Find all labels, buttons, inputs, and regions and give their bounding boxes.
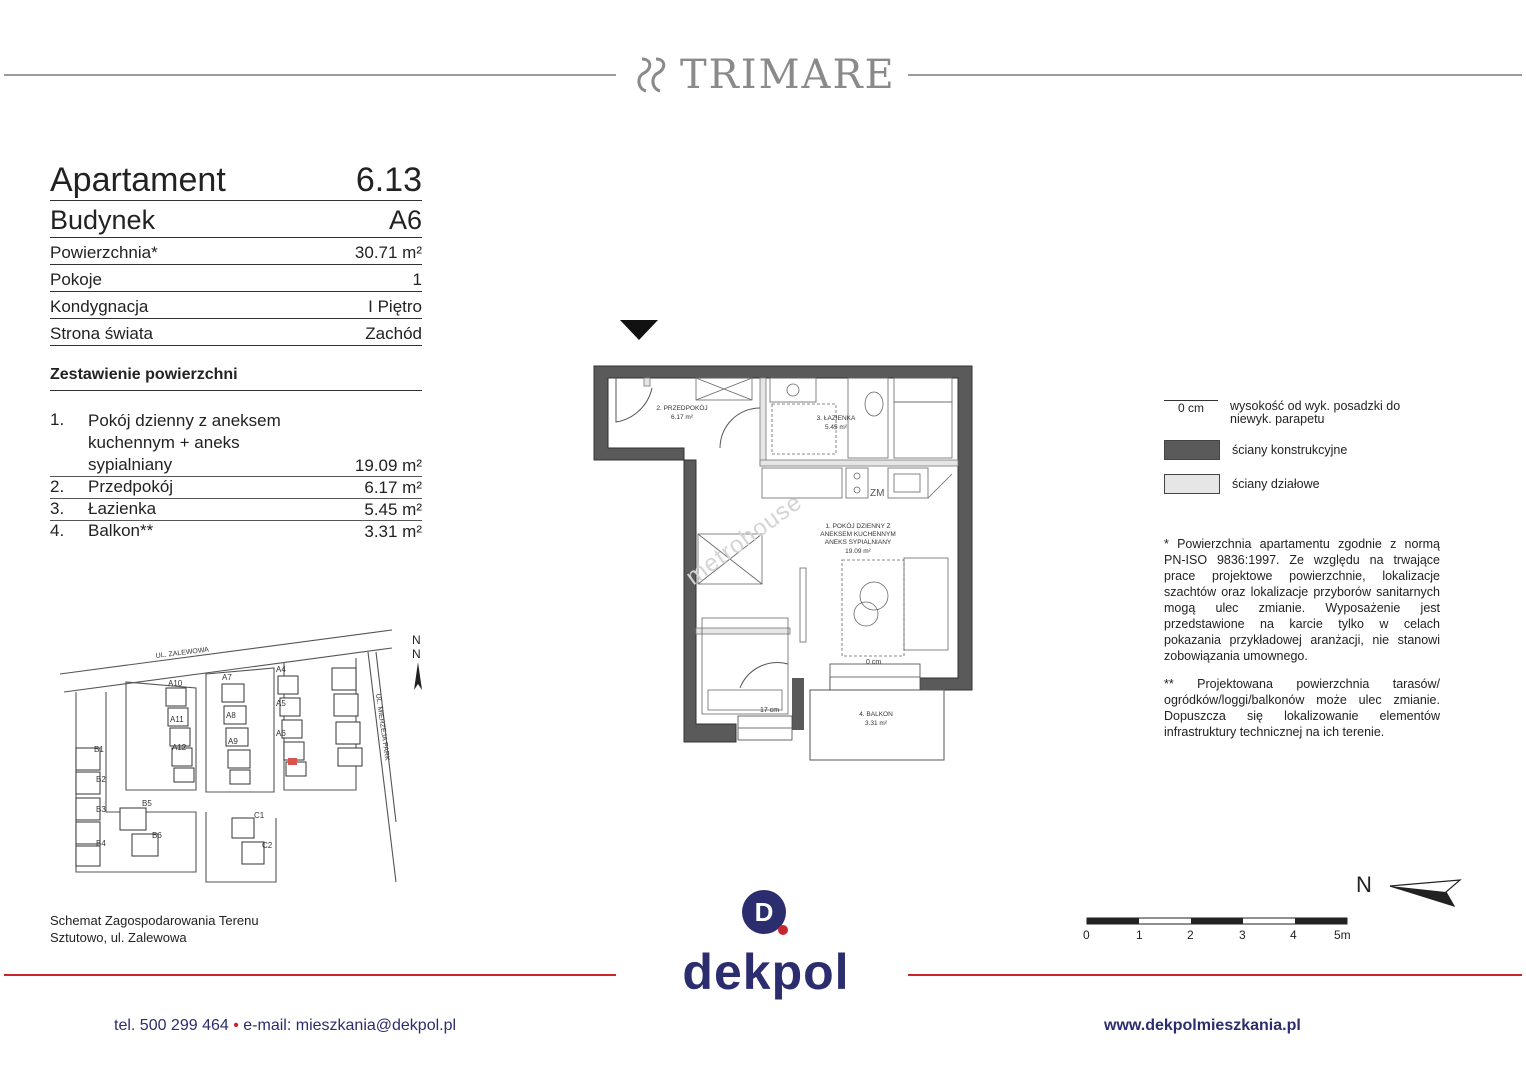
room-label: 3. ŁAZIENKA (816, 415, 856, 422)
site-plan-caption (50, 912, 259, 946)
detail-value: 1 (412, 270, 422, 289)
footer-rule-left (4, 974, 616, 976)
svg-text:B1: B1 (94, 745, 104, 754)
dekpol-mark-letter: D (754, 897, 774, 927)
detail-row (50, 292, 422, 319)
legend-row-structural (1164, 440, 1454, 460)
svg-text:B4: B4 (96, 839, 106, 848)
scale-label: 5m (1334, 928, 1351, 942)
detail-label: Powierzchnia* (50, 243, 158, 262)
room-label-line: ANEKSEM KUCHENNYM (820, 531, 896, 538)
summary-item-number: 3. (50, 499, 65, 518)
svg-text:N: N (412, 647, 421, 661)
room-label-line: 1. POKÓJ DZIENNY Z (825, 523, 891, 530)
entrance-arrow-icon (620, 320, 658, 342)
apartment-row (50, 158, 422, 201)
site-plan (56, 622, 421, 886)
room-area: 6.17 m² (670, 414, 694, 421)
header-rule-left (4, 74, 616, 76)
summary-item-area: 5.45 m² (364, 500, 422, 519)
compass-icon (1356, 872, 1462, 912)
svg-text:C2: C2 (262, 841, 273, 850)
room-label-line: ANEKS SYPIALNIANY (824, 539, 892, 546)
svg-text:A6: A6 (276, 729, 286, 738)
svg-text:A9: A9 (228, 737, 238, 746)
detail-label: Kondygnacja (50, 297, 149, 316)
footer-email[interactable]: e-mail: mieszkania@dekpol.pl (243, 1017, 457, 1034)
scale-label: 2 (1187, 928, 1194, 942)
dekpol-logo (676, 888, 856, 1000)
summary-item-name: Przedpokój (88, 477, 174, 496)
footer-contact (114, 1017, 456, 1035)
summary-list (50, 410, 422, 542)
dekpol-name: dekpol (682, 944, 850, 1000)
room-label: 4. BALKON (859, 711, 893, 718)
floor-plan (592, 364, 978, 764)
detail-value: Zachód (365, 324, 422, 343)
svg-text:A8: A8 (226, 711, 236, 720)
watermark: metrohouse (680, 488, 808, 591)
structural-wall-swatch (1164, 440, 1220, 460)
zm-label: ZM (870, 488, 885, 499)
legend-sill-sample: 0 cm (1164, 400, 1218, 415)
summary-item-number: 4. (50, 521, 65, 540)
site-caption-line: Schemat Zagospodarowania Terenu (50, 913, 259, 928)
brand-logo (636, 52, 896, 98)
svg-text:A12: A12 (172, 743, 187, 752)
summary-item-area: 19.09 m² (354, 456, 422, 475)
compass-letter: N (1356, 872, 1372, 897)
svg-text:A10: A10 (168, 679, 183, 688)
note-balcony: ** Projektowana powierzchnia tarasów/ ogródków/loggi/balkonów może ulec zmianie. Dopuszcza się lokalizowanie elementów infrastruktury technicznej na ich terenie. (1164, 677, 1440, 739)
summary-item (50, 521, 422, 542)
footer-rule-right (908, 974, 1522, 976)
footer-website-link[interactable]: www.dekpolmieszkania.pl (1104, 1017, 1301, 1034)
svg-text:A7: A7 (222, 673, 232, 682)
separator-dot: • (233, 1017, 239, 1034)
detail-row (50, 265, 422, 292)
summary-item-area: 6.17 m² (364, 478, 422, 497)
legend (1164, 400, 1454, 508)
summary-item-name: Pokój dzienny z aneksem kuchennym + aneks sypialniany (88, 411, 281, 474)
building-row (50, 201, 422, 238)
svg-text:C1: C1 (254, 811, 265, 820)
scale-bar (1086, 916, 1348, 926)
room-area: 19.09 m² (845, 548, 871, 555)
site-street-top: UL. ZALEWOWA (155, 646, 210, 660)
building-value: A6 (388, 205, 422, 235)
dekpol-mark-icon (739, 888, 793, 940)
summary-item-number: 2. (50, 477, 65, 496)
svg-text:A11: A11 (170, 715, 184, 724)
scale-label: 4 (1290, 928, 1297, 942)
trimare-wave-icon (636, 55, 672, 95)
footer-phone[interactable]: tel. 500 299 464 (114, 1017, 229, 1034)
summary-item (50, 477, 422, 499)
legend-partition-label: ściany działowe (1232, 477, 1320, 491)
header-rule-right (908, 74, 1522, 76)
detail-value: I Piętro (368, 297, 422, 316)
summary-item (50, 410, 422, 477)
site-street-side: UL. MIERZEJA PARK (374, 693, 391, 762)
svg-text:B5: B5 (142, 799, 152, 808)
room-area: 5.45 m² (824, 424, 848, 431)
detail-label: Strona świata (50, 324, 153, 343)
summary-title: Zestawienie powierzchni (50, 366, 422, 391)
summary-item-name: Balkon** (88, 521, 154, 540)
summary-item-area: 3.31 m² (364, 522, 422, 541)
scale-label: 1 (1136, 928, 1143, 942)
legend-sill-desc: wysokość od wyk. posadzki do niewyk. parapetu (1230, 399, 1401, 426)
legend-structural-label: ściany konstrukcyjne (1232, 443, 1348, 457)
scale-label: 3 (1239, 928, 1246, 942)
svg-text:A4: A4 (276, 665, 286, 674)
legend-row-sill (1164, 400, 1454, 426)
svg-text:A5: A5 (276, 699, 286, 708)
sill-label: 17 cm (760, 707, 780, 714)
detail-row (50, 319, 422, 346)
room-label: 2. PRZEDPOKÓJ (656, 405, 708, 412)
svg-text:B3: B3 (96, 805, 106, 814)
legend-row-partition (1164, 474, 1454, 494)
apartment-info (50, 158, 422, 346)
building-label: Budynek (50, 205, 156, 235)
sill-label: 0 cm (866, 659, 882, 666)
site-north-label: N (412, 633, 421, 647)
apartment-number: 6.13 (355, 161, 422, 199)
detail-label: Pokoje (50, 270, 102, 289)
detail-value: 30.71 m² (354, 243, 422, 262)
detail-row (50, 238, 422, 265)
summary-item-name: Łazienka (88, 499, 157, 518)
site-caption-line: Sztutowo, ul. Zalewowa (50, 930, 187, 945)
brand-name: TRIMARE (680, 52, 896, 98)
partition-wall-swatch (1164, 474, 1220, 494)
apartment-label: Apartament (50, 161, 226, 199)
note-area: * Powierzchnia apartamentu zgodnie z normą PN-ISO 9836:1997. Ze względu na trwające prace projektowe powierzchnie, lokalizacje szachtów oraz lokalizacje przyborów sanitarnych mogą ulec zmianie. Wyposażenie jest przedstawione na karcie tylko w celach pokazania przykładowej aranżacji, nie stanowi zobowiązania umownego. (1164, 537, 1440, 663)
scale-label: 0 (1083, 928, 1090, 942)
north-arrow-icon (408, 648, 428, 694)
summary-item-number: 1. (50, 410, 65, 429)
summary-item (50, 499, 422, 521)
room-area: 3.31 m² (864, 720, 888, 727)
notes (1164, 536, 1440, 752)
svg-text:B2: B2 (96, 775, 106, 784)
svg-text:B6: B6 (152, 831, 162, 840)
